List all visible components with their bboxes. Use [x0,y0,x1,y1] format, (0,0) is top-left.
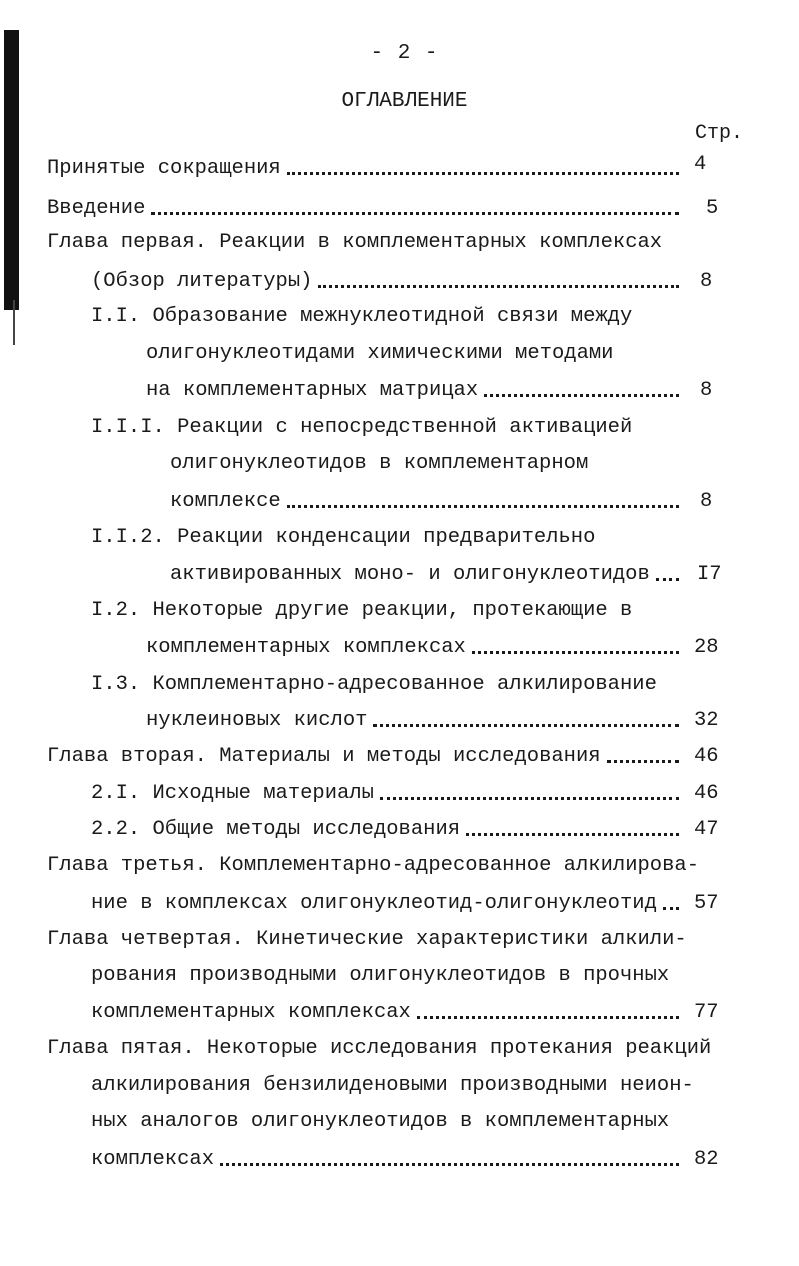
toc-entry-page: 32 [694,709,719,732]
toc-entry-page: 82 [694,1148,719,1171]
toc-line [0,152,799,186]
toc-entry [91,777,685,811]
toc-entry-label: олигонуклеотидами химическими методами [146,342,614,365]
toc-line [0,226,799,260]
toc-line [0,740,799,774]
toc-entry [170,485,685,519]
toc-entry-label: 2.I. Исходные материалы [91,782,374,805]
toc-entry [91,265,685,299]
toc-line [0,300,799,334]
dot-leader [466,833,679,836]
toc-line [0,1143,799,1177]
toc-line [0,777,799,811]
toc-entry [91,1143,685,1177]
dot-leader [380,797,679,800]
toc-entry-label: Глава вторая. Материалы и методы исследования [47,745,601,768]
toc-entry-label: алкилирования бензилиденовыми производными неион- [91,1074,694,1097]
toc-line [0,704,799,738]
toc-entry [146,704,685,738]
dot-leader [417,1016,679,1019]
toc-line [0,996,799,1030]
toc-line [0,1032,799,1066]
toc-entry-label: Глава третья. Комплементарно-адресованное алкилирова- [47,854,700,877]
toc-entry-page: I7 [697,563,722,586]
toc-entry-label: комплексе [170,490,281,513]
toc-entry-page: 77 [694,1001,719,1024]
dot-leader [484,394,679,397]
toc-entry [47,192,685,226]
toc-entry-label: рования производными олигонуклеотидов в прочных [91,964,670,987]
page-number: - 2 - [370,42,439,65]
toc-entry-label: I.I.2. Реакции конденсации предварительно [91,526,596,549]
dot-leader [607,760,679,763]
toc-entry-label: комплексах [91,1148,215,1171]
toc-entry-page: 28 [694,636,719,659]
toc-entry-label: I.I.I. Реакции с непосредственной активацией [91,416,633,439]
toc-line [0,1105,799,1139]
toc-line [0,485,799,519]
toc-line [0,813,799,847]
dot-leader [318,285,679,288]
dot-leader [663,907,679,910]
toc-line [0,1069,799,1103]
toc-entry-label: нуклеиновых кислот [146,709,368,732]
toc-line [0,923,799,957]
toc-line [0,887,799,921]
dot-leader [472,651,679,654]
toc-entry-label: I.3. Комплементарно-адресованное алкилирование [91,673,657,696]
toc-entry-page: 46 [694,782,719,805]
dot-leader [287,172,679,175]
dot-leader [373,724,679,727]
toc-entry-label: Глава четвертая. Кинетические характеристики алкили- [47,928,687,951]
toc-entry-page: 8 [700,490,713,513]
toc-line [0,337,799,371]
toc-entry-label: Глава первая. Реакции в комплементарных комплексах [47,231,663,254]
toc-entry-page: 5 [706,197,719,220]
toc-line [0,411,799,445]
toc-entry-page: 57 [694,892,719,915]
dot-leader [151,212,679,215]
toc-entry-label: Принятые сокращения [47,157,281,180]
toc-entry [91,887,685,921]
toc-entry-label: олигонуклеотидов в комплементарном [170,452,589,475]
toc-entry [170,558,685,592]
page-title: ОГЛАВЛЕНИЕ [341,90,468,113]
toc-line [0,374,799,408]
toc-entry [146,374,685,408]
toc-entry-page: 8 [700,270,713,293]
toc-line [0,558,799,592]
toc-entry-label: 2.2. Общие методы исследования [91,818,461,841]
toc-entry-label: ние в комплексах олигонуклеотид-олигонуклеотид [91,892,657,915]
dot-leader [656,578,679,581]
toc-line [0,265,799,299]
toc-entry [47,740,685,774]
toc-entry-label: комплементарных комплексах [91,1001,411,1024]
toc-line [0,447,799,481]
toc-entry-label: комплементарных комплексах [146,636,466,659]
toc-entry-label: ных аналогов олигонуклеотидов в комплементарных [91,1110,670,1133]
toc-line [0,521,799,555]
toc-line [0,192,799,226]
dot-leader [220,1163,679,1166]
toc-entry-page: 8 [700,379,713,402]
toc-entry-label: (Обзор литературы) [91,270,313,293]
toc-entry-label: I.2. Некоторые другие реакции, протекающие в [91,599,633,622]
toc-entry [146,631,685,665]
toc-entry-label: Глава пятая. Некоторые исследования протекания реакций [47,1037,712,1060]
toc-entry-page: 46 [694,745,719,768]
toc-entry-label: активированных моно- и олигонуклеотидов [170,563,650,586]
toc-entry [91,813,685,847]
page-column-header: Стр. [695,122,744,145]
toc-line [0,959,799,993]
toc-line [0,594,799,628]
toc-line [0,668,799,702]
toc-entry-label: на комплементарных матрицах [146,379,479,402]
dot-leader [287,505,679,508]
toc-entry-page: 47 [694,818,719,841]
toc-line [0,631,799,665]
toc-entry-label: Введение [47,197,146,220]
toc-entry [91,996,685,1030]
toc-entry-page: 4 [694,153,707,176]
toc-entry [47,152,685,186]
toc-entry-label: I.I. Образование межнуклеотидной связи между [91,305,633,328]
toc-line [0,849,799,883]
